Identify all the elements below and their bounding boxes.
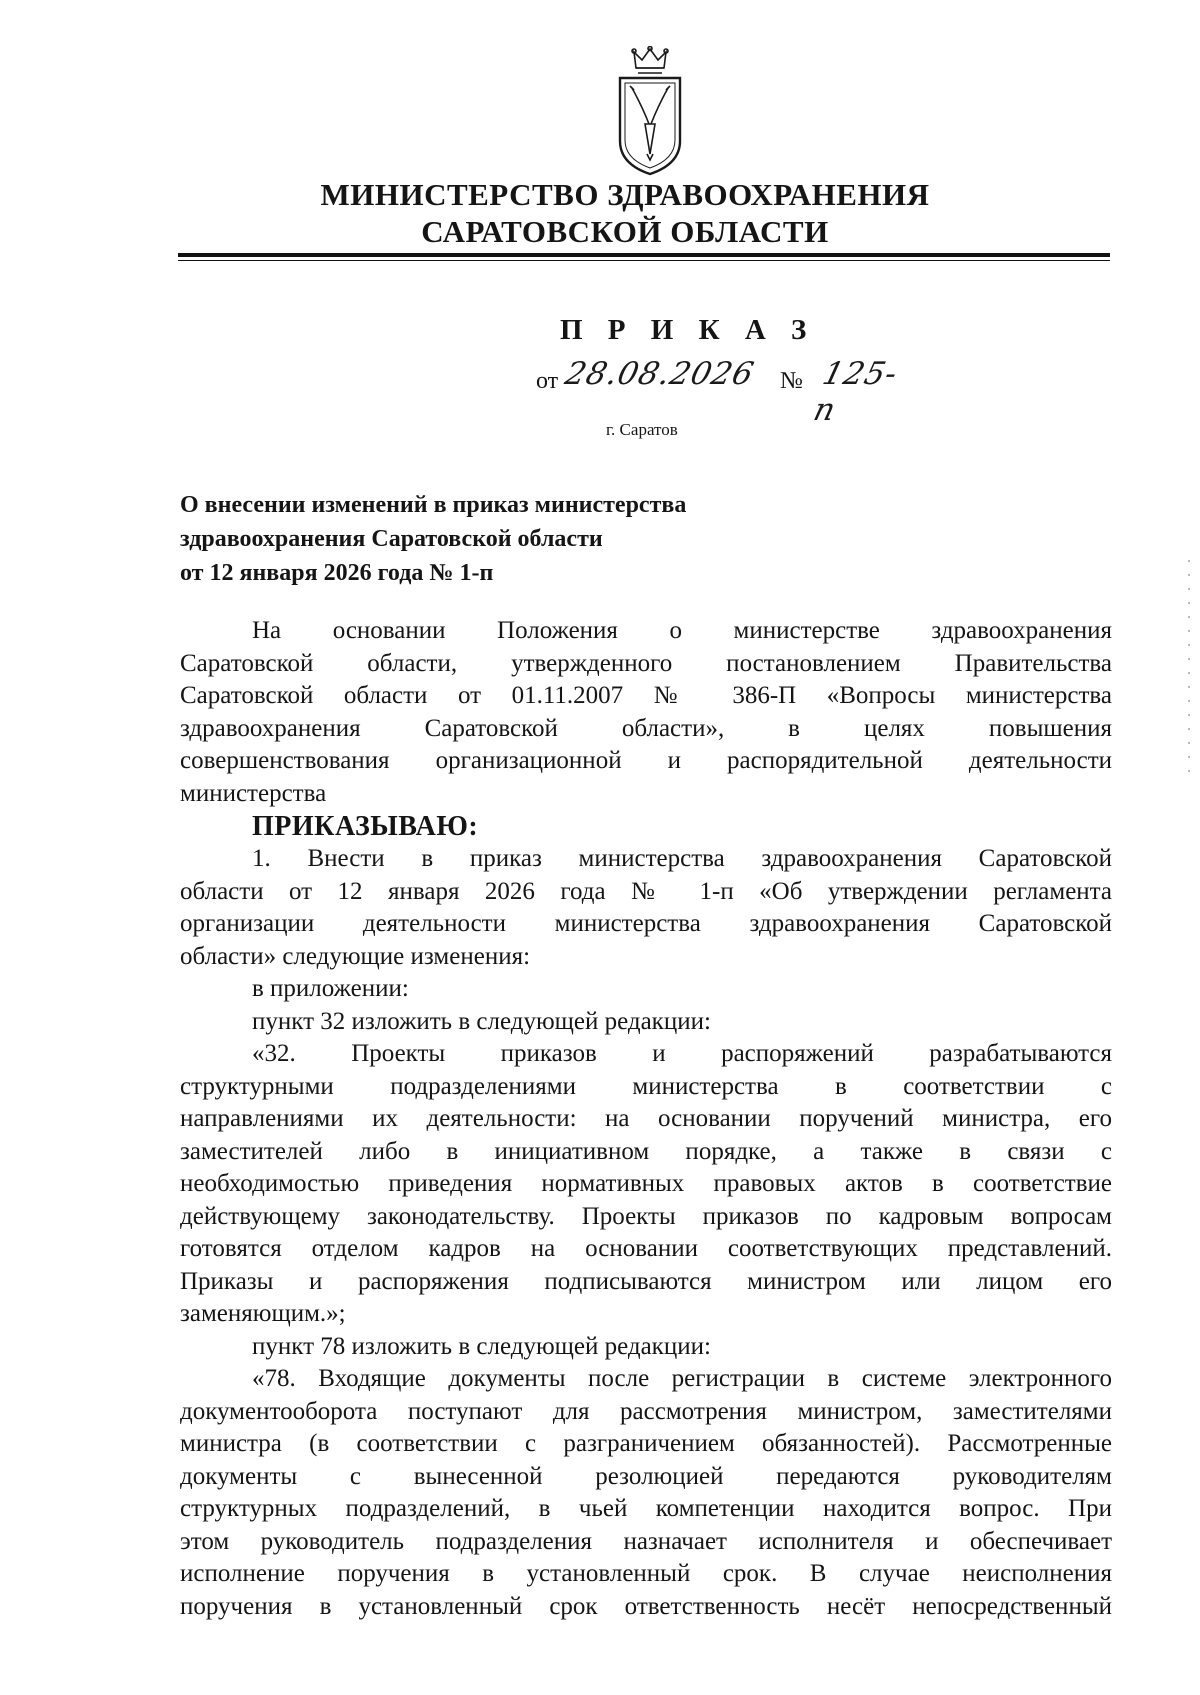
body-line: пункт 32 изложить в следующей редакции: <box>252 1007 711 1035</box>
body-line: поручения в установленный срок ответственность несёт непосредственный <box>180 1592 1112 1620</box>
body-line: 1. Внести в приказ министерства здравоохранения Саратовской <box>252 845 1112 872</box>
subject-line: здравоохранения Саратовской области <box>180 526 603 552</box>
date-label: от <box>536 368 559 394</box>
order-body <box>180 615 1112 1623</box>
body-line: исполнение поручения в установленный срок. В случае неисполнения <box>180 1560 1112 1587</box>
order-subject <box>180 488 880 590</box>
header-rule-thin <box>178 260 1110 261</box>
subject-line: от 12 января 2026 года № 1-п <box>180 560 494 586</box>
body-line: Саратовской области, утвержденного постановлением Правительства <box>180 649 1112 677</box>
decree-heading: ПРИКАЗЫВАЮ: <box>252 811 479 842</box>
body-line: структурными подразделениями министерства в соответствии с <box>180 1072 1112 1100</box>
number-label: № <box>780 368 803 394</box>
handwritten-number: 125-п <box>810 356 902 428</box>
body-line: документы с вынесенной резолюцией передаются руководителям <box>180 1462 1112 1490</box>
body-line: «32. Проекты приказов и распоряжений разрабатываются <box>252 1040 1112 1067</box>
city-label: г. Саратов <box>606 420 678 439</box>
body-line: пункт 78 изложить в следующей редакции: <box>252 1332 711 1360</box>
handwritten-date: 28.08.2026 <box>561 356 758 392</box>
ministry-name-line1: МИНИСТЕРСТВО ЗДРАВООХРАНЕНИЯ <box>320 177 930 212</box>
body-line: «78. Входящие документы после регистрации в системе электронного <box>252 1365 1112 1392</box>
body-line: организации деятельности министерства здравоохранения Саратовской <box>180 910 1112 937</box>
body-line: направлениями их деятельности: на основании поручений министра, его <box>180 1105 1112 1132</box>
body-line: министерства <box>180 779 327 807</box>
ministry-name-line2: САРАТОВСКОЙ ОБЛАСТИ <box>421 214 829 249</box>
body-line: области» следующие изменения: <box>180 942 531 970</box>
body-line: документооборота поступают для рассмотрения министром, заместителями <box>180 1397 1112 1425</box>
body-line: необходимостью приведения нормативных правовых актов в соответствие <box>180 1170 1112 1197</box>
body-line: заменяющим.»; <box>180 1300 346 1327</box>
header-rule-thick <box>178 253 1110 257</box>
body-line: министра (в соответствии с разграничением обязанностей). Рассмотренные <box>180 1430 1112 1457</box>
saratov-coat-of-arms-icon <box>612 46 688 176</box>
body-line: здравоохранения Саратовской области», в целях повышения <box>180 714 1112 742</box>
body-line: области от 12 января 2026 года № 1-п «Об утверждении регламента <box>180 877 1112 905</box>
body-line: структурных подразделений, в чьей компетенции находится вопрос. При <box>180 1495 1112 1522</box>
subject-line: О внесении изменений в приказ министерства <box>180 492 687 518</box>
body-line: заместителей либо в инициативном порядке, а также в связи с <box>180 1137 1112 1165</box>
body-line: На основании Положения о министерстве здравоохранения <box>252 617 1112 644</box>
body-line: Саратовской области от 01.11.2007 № 386-П «Вопросы министерства <box>180 682 1112 709</box>
body-line: совершенствования организационной и распорядительной деятельности <box>180 747 1112 774</box>
body-line: действующему законодательству. Проекты приказов по кадровым вопросам <box>180 1202 1112 1230</box>
body-line: этом руководитель подразделения назначает исполнителя и обеспечивает <box>180 1527 1112 1555</box>
scan-margin-specks <box>1188 560 1190 780</box>
body-line: в приложении: <box>252 975 409 1002</box>
body-line: готовятся отделом кадров на основании соответствующих представлений. <box>180 1235 1112 1262</box>
order-title: П Р И К А З <box>560 314 816 346</box>
body-line: Приказы и распоряжения подписываются министром или лицом его <box>180 1267 1112 1295</box>
